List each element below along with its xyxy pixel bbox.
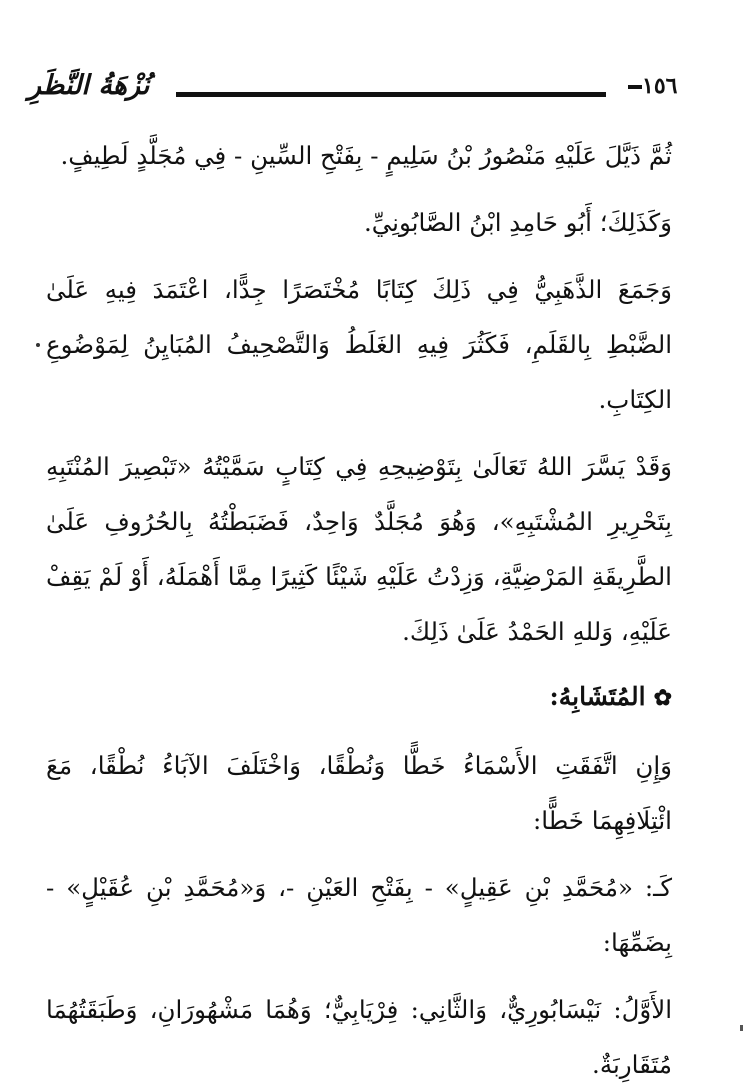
paragraph-2: وَكَذَلِكَ؛ أَبُو حَامِدِ ابْنُ الصَّابُونِيِّ. [363, 208, 672, 237]
flower-ornament-icon: ✿ [653, 685, 672, 711]
page-body [46, 128, 672, 1092]
margin-mark [740, 1025, 743, 1031]
paragraph-7: الأَوَّلُ: نَيْسَابُورِيٌّ، وَالثَّانِي: فِرْيَابِيٌّ؛ وَهُمَا مَشْهُورَانِ، وَطَبَقَتُهُمَا مُتَقَارِبَةٌ. [46, 995, 672, 1079]
paragraph-5: وَإِنِ اتَّفَقَتِ الأَسْمَاءُ خَطًّا وَنُطْقًا، وَاخْتَلَفَ الآبَاءُ نُطْقًا، مَعَ ائْتِلَافِهِمَا خَطًّا: [46, 751, 672, 835]
margin-dot [36, 343, 40, 347]
paragraph-4: وَقَدْ يَسَّرَ اللهُ تَعَالَىٰ بِتَوْضِيحِهِ فِي كِتَابٍ سَمَّيْتُهُ «تَبْصِيرَ المُنْتَبِهِ بِتَحْرِيرِ المُشْتَبِهِ»، وَهُوَ مُجَلَّدٌ وَاحِدٌ، فَضَبَطْتُهُ بِالحُرُوفِ عَلَىٰ الطَّرِيقَةِ المَرْضِيَّةِ، وَزِدْتُ عَلَيْهِ شَيْئًا كَثِيرًا مِمَّا أَهْمَلَهُ، أَوْ لَمْ يَقِفْ عَلَيْهِ، وَللهِ الحَمْدُ عَلَىٰ ذَلِكَ. [46, 452, 672, 646]
section-heading-text: المُتَشَابِهُ: [549, 682, 646, 711]
page-number-value: ١٥٦ [642, 73, 678, 99]
page-number [620, 73, 677, 99]
paragraph-6: كَـ: «مُحَمَّدِ بْنِ عَقِيلٍ» - بِفَتْحِ العَيْنِ -، وَ«مُحَمَّدِ بْنِ عُقَيْلٍ» - بِضَمِّهَا: [46, 873, 672, 957]
paragraph-1: ثُمَّ ذَيَّلَ عَلَيْهِ مَنْصُورُ بْنُ سَلِيمٍ - بِفَتْحِ السِّينِ - فِي مُجَلَّدٍ لَطِيفٍ. [60, 141, 672, 170]
page-number-dash [628, 85, 642, 89]
page-header [28, 68, 678, 118]
section-heading [46, 669, 672, 726]
running-title: نُزْهَةُ النَّظَرِ [28, 70, 150, 101]
paragraph-3: وَجَمَعَ الذَّهَبِيُّ فِي ذَلِكَ كِتَابًا مُخْتَصَرًا جِدًّا، اعْتَمَدَ فِيهِ عَلَىٰ الضَّبْطِ بِالقَلَمِ، فَكَثُرَ فِيهِ الغَلَطُ وَالتَّصْحِيفُ المُبَايِنُ لِمَوْضُوعِ الكِتَابِ. [46, 275, 672, 414]
header-rule [176, 92, 606, 97]
